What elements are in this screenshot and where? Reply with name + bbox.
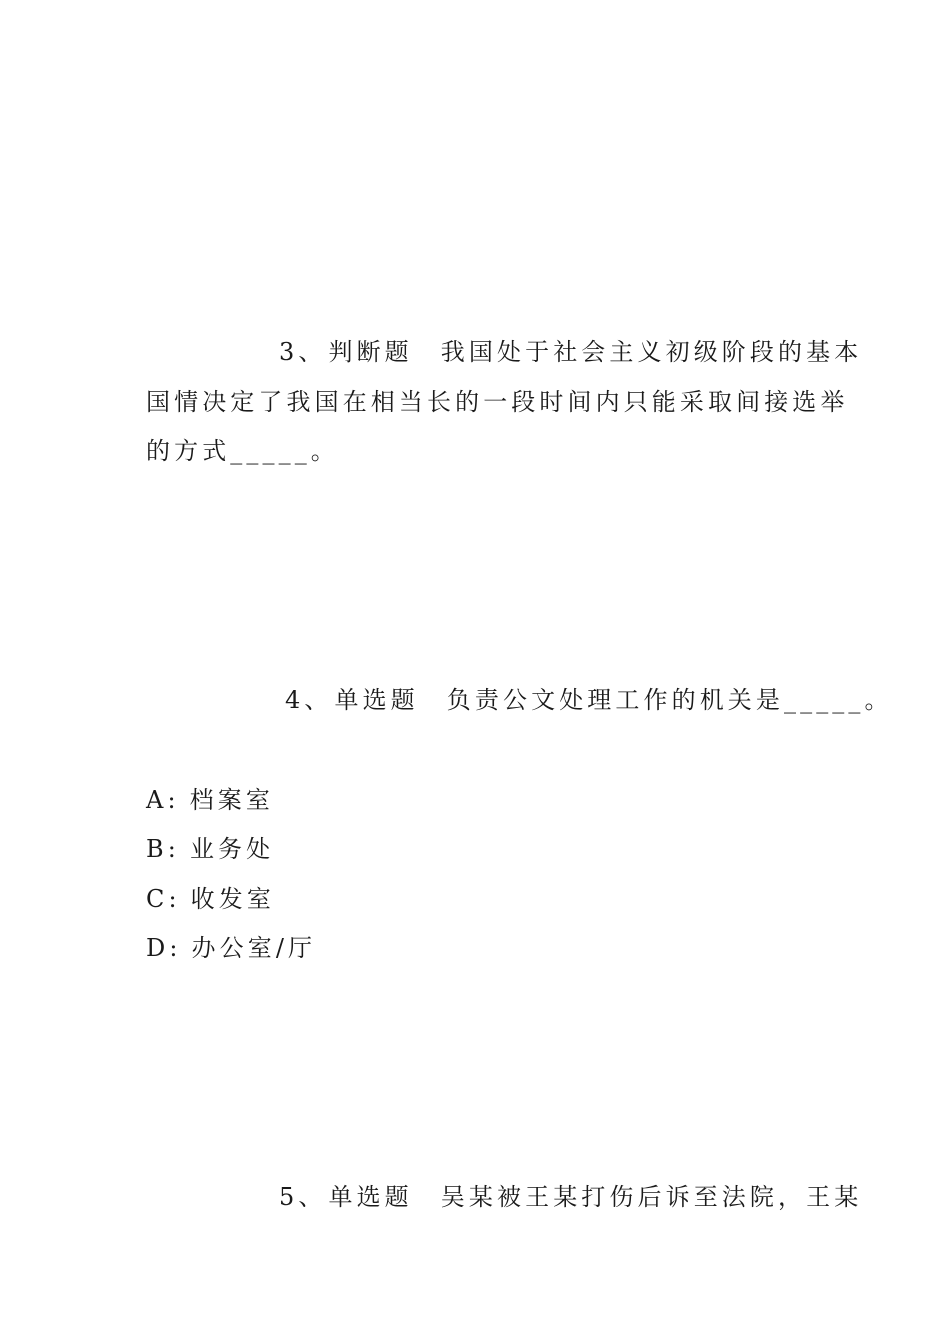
option-key: C xyxy=(146,885,169,913)
option-separator: : xyxy=(167,786,180,814)
question-number: 5、 xyxy=(279,1183,327,1211)
option-key: A xyxy=(146,786,168,814)
option-c xyxy=(146,884,275,914)
question-3-header xyxy=(279,337,862,367)
option-text: 办公室/厅 xyxy=(191,934,317,962)
option-key: D xyxy=(146,934,170,962)
option-separator: : xyxy=(168,885,181,913)
question-stem-line: 吴某被王某打伤后诉至法院，王某 xyxy=(440,1183,863,1211)
question-number: 3、 xyxy=(279,338,327,366)
option-b xyxy=(146,834,274,864)
option-text: 收发室 xyxy=(190,885,275,913)
question-type: 判断题 xyxy=(328,338,413,366)
option-text: 档案室 xyxy=(189,786,274,814)
question-type: 单选题 xyxy=(328,1183,413,1211)
question-stem-line: 国情决定了我国在相当长的一段时间内只能采取间接选举 xyxy=(146,388,849,416)
option-text: 业务处 xyxy=(189,835,275,863)
option-key: B xyxy=(146,835,168,863)
question-stem-line: 我国处于社会主义初级阶段的基本 xyxy=(440,338,863,366)
question-stem-line: 的方式_____。 xyxy=(146,437,339,465)
question-type: 单选题 xyxy=(334,686,419,714)
option-a xyxy=(146,785,274,815)
option-separator: : xyxy=(167,835,180,863)
question-4-header xyxy=(285,685,893,715)
option-d xyxy=(146,933,316,963)
question-number: 4、 xyxy=(285,686,333,714)
option-separator: : xyxy=(169,934,182,962)
question-5-header xyxy=(279,1182,862,1212)
question-stem-line: 负责公文处理工作的机关是_____。 xyxy=(446,686,893,714)
